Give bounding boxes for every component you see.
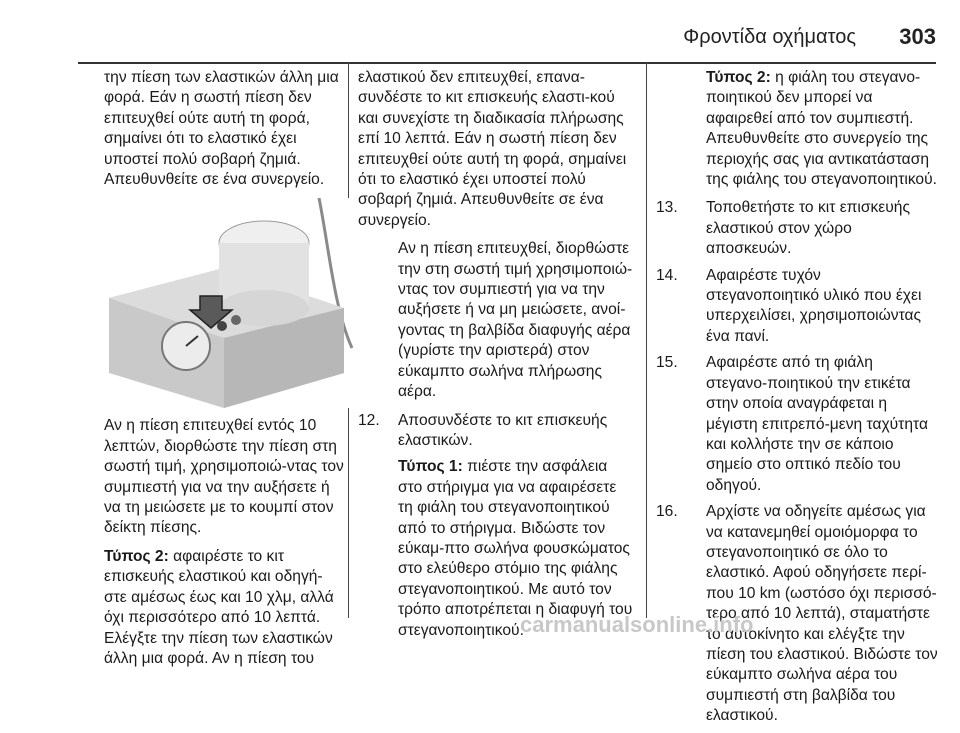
column-2 xyxy=(358,64,633,647)
step-13 xyxy=(656,198,938,259)
step-text: Αφαιρέστε από τη φιάλη στεγανο-ποιητικού την ετικέτα στην οποία αναγράφεται η μέγιστη επιτρεπό-μενη ταχύτητα και κολλήστε την σε κάποιο σημείο στο οπτικό πεδίο του οδηγού. xyxy=(706,354,928,494)
step-number: 12. xyxy=(358,411,380,429)
tip-label: Τύπος 1: xyxy=(398,458,463,476)
step-15 xyxy=(656,353,938,496)
step-text: Τοποθετήστε το κιτ επισκευής ελαστικού στον χώρο αποσκευών. xyxy=(706,199,910,258)
after-figure-paragraph: Αν η πίεση επιτευχθεί εντός 10 λεπτών, διορθώστε την πίεση στη σωστή τιμή, χρησιμοποιώ-ντας τον συμπιεστή για να την αυξήσετε ή να τη μειώσετε με το κουμπί στον δείκτη πίεσης. xyxy=(104,417,344,537)
tip-text: πιέστε την ασφάλεια στο στήριγμα για να αφαιρέσετε τη φιάλη του στεγανοποιητικού από το στήριγμα. Βιδώστε τον εύκαμ-πτο σωλήνα φουσκώματος στο ελεύθερο στόμιο της φιάλης στεγανοποιητικού. Με αυτό τον τρόπο αποτρέπεται η διαφυγή του στεγανοποιητικού. xyxy=(398,458,633,639)
tip2-paragraph xyxy=(656,68,938,190)
step-text: Αρχίστε να οδηγείτε αμέσως για να κατανεμηθεί ομοιόμορφα το στεγανοποιητικό σε όλο το ελαστικό. Αφού οδηγήσετε περί-που 10 km (ωστόσο όχι περισσό-τερο από 10 λεπτά), σταματήστε το αυτοκίνητο και ελέγξτε την πίεση του ελαστικού. Βιδώστε τον εύκαμπτο σωλήνα αέρα του συμπιεστή στη βαλβίδα του ελαστικού. xyxy=(706,503,938,725)
step-14 xyxy=(656,266,938,348)
compressor-illustration xyxy=(104,198,354,408)
step-number: 16. xyxy=(656,503,678,521)
compressor-figure xyxy=(104,198,354,408)
tip-label: Τύπος 2: xyxy=(706,69,771,86)
column-1 xyxy=(104,64,344,677)
page-header xyxy=(0,0,960,60)
tip-text: η φιάλη του στεγανο-ποιητικού δεν μπορεί να αφαιρεθεί από τον συμπιεστή. Απευθυνθείτε στο συνεργείο της περιοχής σας για αντικατάσταση της φιάλης του στεγανοποιητικού. xyxy=(706,69,937,189)
column-divider-2 xyxy=(646,62,647,618)
page-title: Φροντίδα οχήματος xyxy=(683,26,856,48)
page-number: 303 xyxy=(899,24,936,49)
step-number: 14. xyxy=(656,266,678,284)
watermark: carmanualsonline.info xyxy=(520,612,754,637)
tip-paragraph xyxy=(104,547,344,669)
intro-paragraph: την πίεση των ελαστικών άλλη μια φορά. Εάν η σωστή πίεση δεν επιτευχθεί ούτε αυτή τη φορά, σημαίνει ότι το ελαστικό έχει υποστεί πολύ σοβαρή ζημιά. Απευθυνθείτε σε ένα συνεργείο. xyxy=(104,69,339,189)
step-12 xyxy=(358,411,633,641)
tip-text: αφαιρέστε το κιτ επισκευής ελαστικού και οδηγή-στε αμέσως έως και 10 χλμ, αλλά όχι περισσότερο από 10 λεπτά. Ελέγξτε την πίεση των ελαστικών άλλη μια φορά. Αν η πίεση του xyxy=(104,547,334,667)
step-number: 15. xyxy=(656,354,678,372)
continuation-paragraph: ελαστικού δεν επιτευχθεί, επανα-συνδέστε το κιτ επισκευής ελαστι-κού και συνεχίστε τη διαδικασία πλήρωσης επί 10 λεπτά. Εάν η σωστή πίεση δεν επιτευχθεί ούτε αυτή τη φορά, σημαίνει ότι το ελαστικό έχει υποστεί πολύ σοβαρή ζημιά. Απευθυνθείτε σε ένα συνεργείο. xyxy=(358,69,627,229)
step-text: Αποσυνδέστε το κιτ επισκευής ελαστικών. xyxy=(398,411,608,449)
tip-label: Τύπος 2: xyxy=(104,547,169,565)
pressure-paragraph: Αν η πίεση επιτευχθεί, διορθώστε την στη σωστή τιμή χρησιμοποιώ-ντας τον συμπιεστή για να την αυξήσετε ή να μη μειώσετε, ανοί-γοντας τη βαλβίδα διαφυγής αέρα (γυρίστε την αριστερά) στον εύκαμπτο σωλήνα πλήρωσης αέρα. xyxy=(398,240,633,401)
step-number: 13. xyxy=(656,199,678,217)
step-text: Αφαιρέστε τυχόν στεγανοποιητικό υλικό που έχει υπερχειλίσει, χρησιμοποιώντας ένα πανί. xyxy=(706,266,922,345)
